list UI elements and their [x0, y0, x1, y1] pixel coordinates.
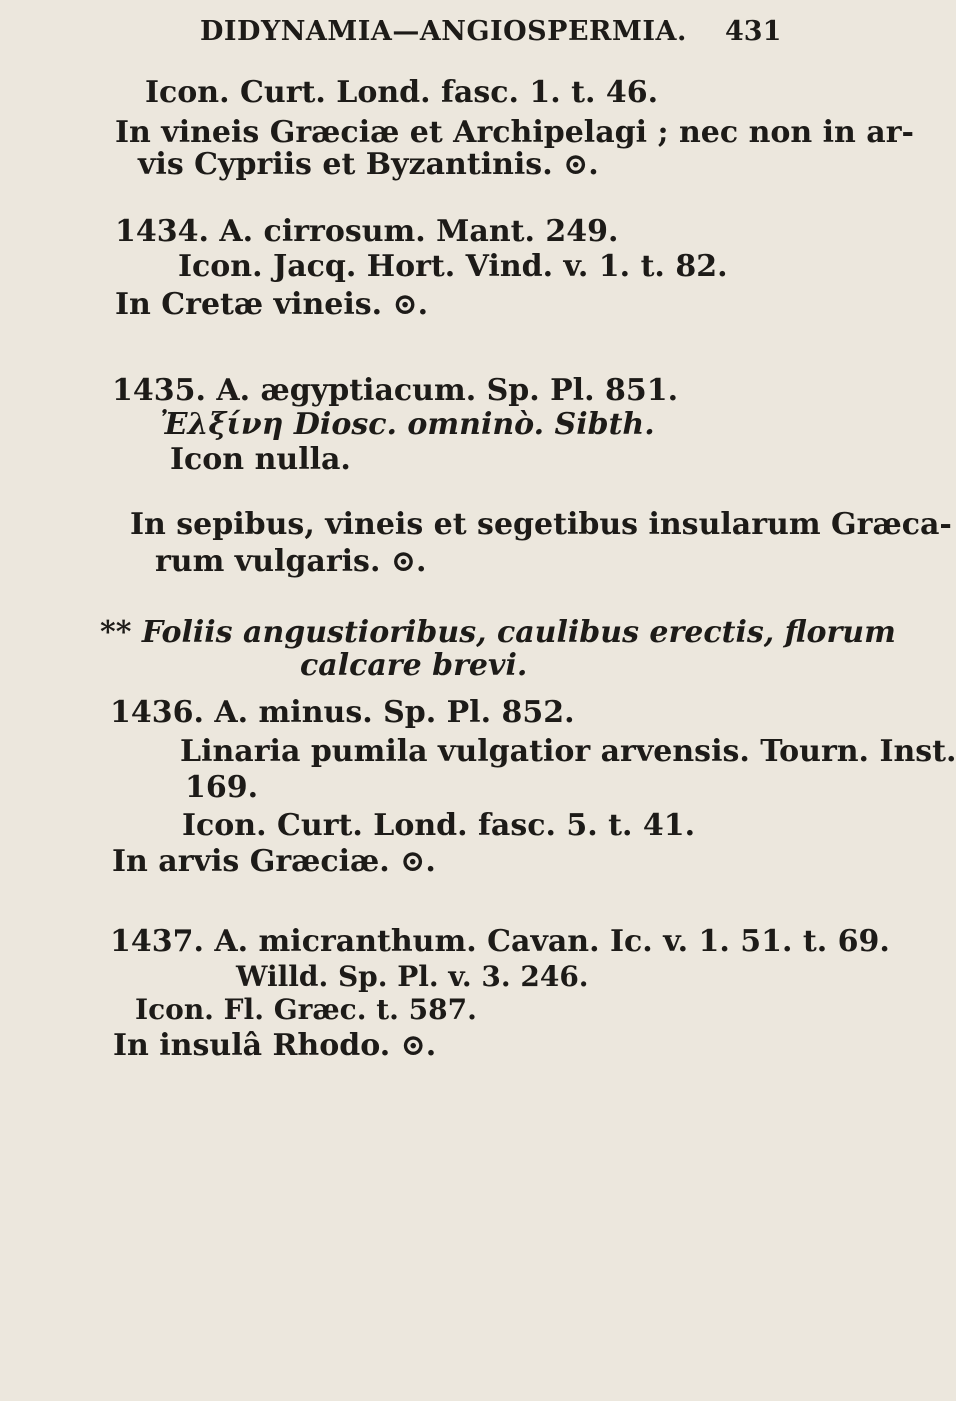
- icon-reference: Icon. Curt. Lond. fasc. 1. t. 46.: [145, 75, 659, 110]
- variety-note: ** Foliis angustioribus, caulibus erectis, florum: [100, 615, 896, 650]
- habitat-line: In arvis Græciæ. ⊙.: [112, 844, 436, 879]
- habitat-line: vis Cypriis et Byzantinis. ⊙.: [138, 147, 599, 182]
- icon-reference: Icon nulla.: [170, 442, 351, 477]
- page-number: 431: [725, 16, 782, 47]
- habitat-line: In Cretæ vineis. ⊙.: [115, 287, 429, 322]
- running-header: [0, 16, 800, 56]
- description-line: Linaria pumila vulgatior arvensis. Tourn. Inst.: [180, 734, 956, 769]
- icon-reference: Icon. Fl. Græc. t. 587.: [135, 993, 477, 1026]
- species-heading: 1436. A. minus. Sp. Pl. 852.: [110, 695, 575, 730]
- description-line: 169.: [185, 770, 259, 805]
- reference-line: Willd. Sp. Pl. v. 3. 246.: [236, 960, 589, 993]
- species-heading: 1435. A. ægyptiacum. Sp. Pl. 851.: [112, 373, 679, 408]
- synonym-line: Ἐλξίνη Diosc. omninò. Sibth.: [160, 407, 655, 442]
- habitat-line: In insulâ Rhodo. ⊙.: [113, 1028, 437, 1063]
- running-title: DIDYNAMIA—ANGIOSPERMIA.: [200, 16, 687, 47]
- species-heading: 1434. A. cirrosum. Mant. 249.: [115, 214, 619, 249]
- icon-reference: Icon. Curt. Lond. fasc. 5. t. 41.: [182, 808, 696, 843]
- species-heading: 1437. A. micranthum. Cavan. Ic. v. 1. 51. t. 69.: [110, 924, 890, 959]
- variety-note: calcare brevi.: [300, 648, 528, 683]
- icon-reference: Icon. Jacq. Hort. Vind. v. 1. t. 82.: [178, 249, 728, 284]
- habitat-line: In vineis Græciæ et Archipelagi ; nec non in ar-: [115, 115, 914, 150]
- habitat-line: rum vulgaris. ⊙.: [155, 544, 427, 579]
- habitat-line: In sepibus, vineis et segetibus insularum Græca-: [130, 507, 952, 542]
